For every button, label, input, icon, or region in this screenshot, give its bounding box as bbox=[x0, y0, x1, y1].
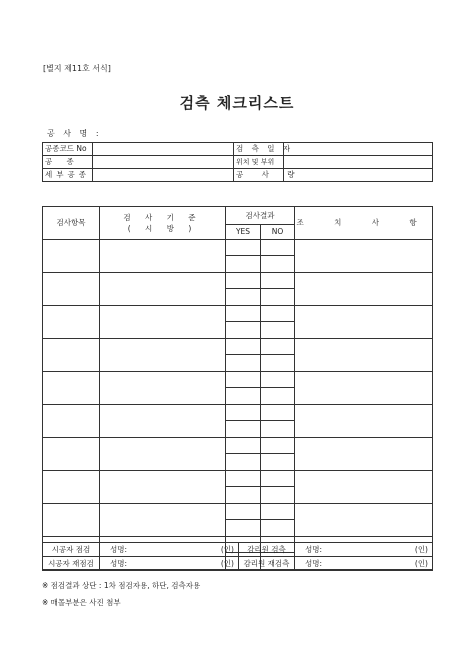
no-cell[interactable] bbox=[261, 421, 295, 438]
table-row bbox=[43, 471, 433, 487]
no-cell[interactable] bbox=[261, 355, 295, 372]
no-cell[interactable] bbox=[261, 520, 295, 537]
project-name-label: 공 사 명 : bbox=[47, 129, 102, 138]
no-cell[interactable] bbox=[261, 240, 295, 256]
action-cell[interactable] bbox=[295, 306, 433, 339]
code-label: 공종코드 No bbox=[43, 143, 93, 156]
standard-cell[interactable] bbox=[100, 273, 226, 306]
action-cell[interactable] bbox=[295, 438, 433, 471]
no-cell[interactable] bbox=[261, 256, 295, 273]
supervisor-reinspection-label: 감리원 재검측 bbox=[239, 557, 295, 571]
date-label: 검 측 일 자 bbox=[234, 143, 284, 156]
yes-cell[interactable] bbox=[226, 306, 261, 322]
action-cell[interactable] bbox=[295, 339, 433, 372]
action-cell[interactable] bbox=[295, 240, 433, 273]
item-cell[interactable] bbox=[43, 372, 100, 405]
action-cell[interactable] bbox=[295, 471, 433, 504]
standard-cell[interactable] bbox=[100, 339, 226, 372]
code-field[interactable] bbox=[93, 143, 234, 156]
item-cell[interactable] bbox=[43, 306, 100, 339]
item-cell[interactable] bbox=[43, 273, 100, 306]
table-row bbox=[43, 372, 433, 388]
yes-cell[interactable] bbox=[226, 421, 261, 438]
item-cell[interactable] bbox=[43, 438, 100, 471]
item-cell[interactable] bbox=[43, 405, 100, 438]
action-cell[interactable] bbox=[295, 504, 433, 537]
yes-cell[interactable] bbox=[226, 372, 261, 388]
contractor-check-label: 시공자 점검 bbox=[43, 543, 100, 557]
name-label: 성명: bbox=[305, 558, 323, 568]
table-row bbox=[43, 438, 433, 454]
form-number: [별지 제11호 서식] bbox=[43, 64, 111, 73]
yes-cell[interactable] bbox=[226, 438, 261, 454]
note-line: ※ 점검결과 상단 : 1차 점검자용, 하단, 검측자용 bbox=[42, 581, 201, 590]
yes-cell[interactable] bbox=[226, 454, 261, 471]
date-field[interactable] bbox=[284, 143, 433, 156]
yes-cell[interactable] bbox=[226, 322, 261, 339]
location-field[interactable] bbox=[284, 156, 433, 169]
checklist-table bbox=[42, 206, 433, 570]
no-cell[interactable] bbox=[261, 454, 295, 471]
yes-cell[interactable] bbox=[226, 240, 261, 256]
table-row bbox=[43, 504, 433, 520]
no-cell[interactable] bbox=[261, 306, 295, 322]
standard-cell[interactable] bbox=[100, 471, 226, 504]
no-cell[interactable] bbox=[261, 504, 295, 520]
item-cell[interactable] bbox=[43, 240, 100, 273]
yes-cell[interactable] bbox=[226, 520, 261, 537]
header-standard bbox=[100, 207, 226, 240]
seal-mark: (인) bbox=[220, 545, 234, 554]
header-no: NO bbox=[261, 224, 295, 239]
no-cell[interactable] bbox=[261, 372, 295, 388]
no-cell[interactable] bbox=[261, 405, 295, 421]
table-row bbox=[43, 273, 433, 289]
header-yes: YES bbox=[226, 224, 261, 239]
item-cell[interactable] bbox=[43, 471, 100, 504]
work-type-field[interactable] bbox=[93, 156, 234, 169]
header-result: 검사결과 bbox=[226, 207, 295, 225]
yes-cell[interactable] bbox=[226, 388, 261, 405]
table-row bbox=[43, 339, 433, 355]
name-label: 성명: bbox=[305, 544, 323, 554]
supervisor-inspection-label: 감리원 검측 bbox=[239, 543, 295, 557]
yes-cell[interactable] bbox=[226, 256, 261, 273]
standard-cell[interactable] bbox=[100, 306, 226, 339]
action-cell[interactable] bbox=[295, 273, 433, 306]
yes-cell[interactable] bbox=[226, 405, 261, 421]
seal-mark: (인) bbox=[220, 559, 234, 568]
supervisor-signature-field[interactable] bbox=[295, 543, 433, 557]
yes-cell[interactable] bbox=[226, 487, 261, 504]
seal-mark: (인) bbox=[414, 545, 428, 554]
no-cell[interactable] bbox=[261, 487, 295, 504]
contractor-recheck-signature-field[interactable] bbox=[100, 557, 239, 571]
note-line: ※ 매몰부분은 사진 첨부 bbox=[42, 598, 121, 607]
standard-cell[interactable] bbox=[100, 504, 226, 537]
table-row bbox=[43, 240, 433, 256]
page-title: 검측 체크리스트 bbox=[179, 94, 295, 112]
no-cell[interactable] bbox=[261, 438, 295, 454]
quantity-label: 공 사 량 bbox=[234, 169, 284, 182]
no-cell[interactable] bbox=[261, 273, 295, 289]
name-label: 성명: bbox=[110, 544, 128, 554]
header-standard-sub: ( 시 방 ) bbox=[127, 224, 198, 233]
seal-mark: (인) bbox=[414, 559, 428, 568]
yes-cell[interactable] bbox=[226, 289, 261, 306]
standard-cell[interactable] bbox=[100, 240, 226, 273]
contractor-signature-field[interactable] bbox=[100, 543, 239, 557]
table-row bbox=[43, 405, 433, 421]
sub-work-label: 세부공종 bbox=[43, 169, 93, 182]
no-cell[interactable] bbox=[261, 289, 295, 306]
info-table bbox=[42, 142, 433, 182]
sub-work-field[interactable] bbox=[93, 169, 234, 182]
location-label: 위치 및 부위 bbox=[234, 156, 284, 169]
item-cell[interactable] bbox=[43, 339, 100, 372]
no-cell[interactable] bbox=[261, 471, 295, 487]
standard-cell[interactable] bbox=[100, 438, 226, 471]
table-row bbox=[43, 306, 433, 322]
work-type-label: 공 종 bbox=[43, 156, 93, 169]
header-item: 검사항목 bbox=[43, 207, 100, 240]
yes-cell[interactable] bbox=[226, 504, 261, 520]
signature-table bbox=[42, 542, 433, 571]
header-standard-label: 검 사 기 준 bbox=[123, 212, 202, 222]
yes-cell[interactable] bbox=[226, 471, 261, 487]
no-cell[interactable] bbox=[261, 322, 295, 339]
yes-cell[interactable] bbox=[226, 339, 261, 355]
quantity-field[interactable] bbox=[284, 169, 433, 182]
standard-cell[interactable] bbox=[100, 372, 226, 405]
standard-cell[interactable] bbox=[100, 405, 226, 438]
action-cell[interactable] bbox=[295, 372, 433, 405]
name-label: 성명: bbox=[110, 558, 128, 568]
no-cell[interactable] bbox=[261, 339, 295, 355]
supervisor-reinspection-signature-field[interactable] bbox=[295, 557, 433, 571]
no-cell[interactable] bbox=[261, 388, 295, 405]
header-action: 조 치 사 항 bbox=[295, 207, 433, 240]
yes-cell[interactable] bbox=[226, 355, 261, 372]
yes-cell[interactable] bbox=[226, 273, 261, 289]
action-cell[interactable] bbox=[295, 405, 433, 438]
contractor-recheck-label: 시공자 재점검 bbox=[43, 557, 100, 571]
item-cell[interactable] bbox=[43, 504, 100, 537]
